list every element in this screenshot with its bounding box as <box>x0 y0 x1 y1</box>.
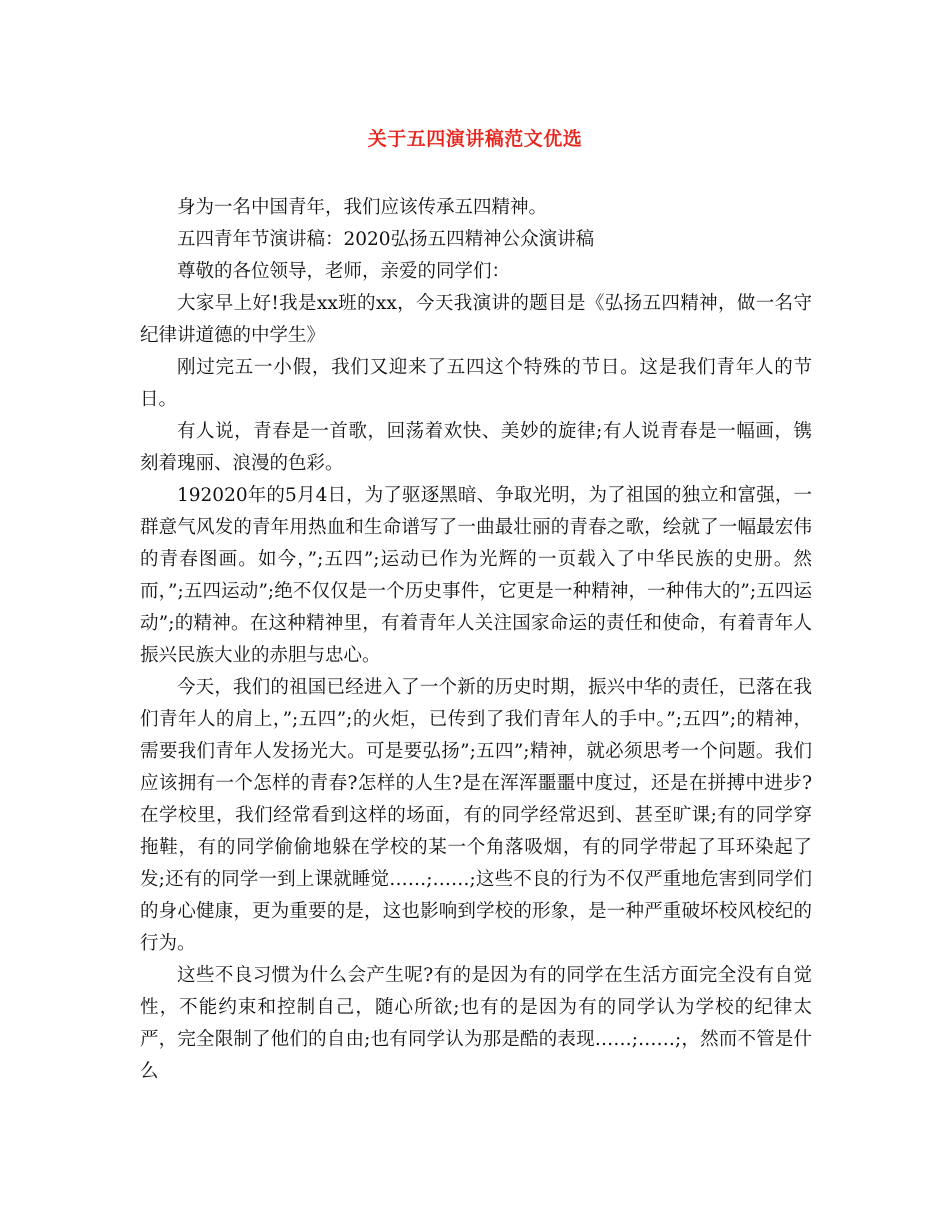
paragraph: 今天，我们的祖国已经进入了一个新的历史时期，振兴中华的责任，已落在我们青年人的肩上，”;五四”;的火炬，已传到了我们青年人的手中。”;五四”;的精神，需要我们青年人发扬光大。可是要弘扬”;五四”;精神，就必须思考一个问题。我们应该拥有一个怎样的青春?怎样的人生?是在浑浑噩噩中度过，还是在拼搏中进步? 在学校里，我们经常看到这样的场面，有的同学经常迟到、甚至旷课;有的同学穿拖鞋，有的同学偷偷地躲在学校的某一个角落吸烟，有的同学带起了耳环染起了发;还有的同学一到上课就睡觉……;……;这些不良的行为不仅严重地危害到同学们的身心健康，更为重要的是，这也影响到学校的形象，是一种严重破坏校风校纪的行为。 <box>140 677 812 954</box>
paragraph: 五四青年节演讲稿：2020弘扬五四精神公众演讲稿 <box>177 229 595 250</box>
paragraph: 192020年的5月4日，为了驱逐黑暗、争取光明，为了祖国的独立和富强，一群意气风发的青年用热血和生命谱写了一曲最壮丽的青春之歌，绘就了一幅最宏伟的青春图画。如今，”;五四”;运动已作为光辉的一页载入了中华民族的史册。然而，”;五四运动”;绝不仅仅是一个历史事件，它更是一种精神，一种伟大的”;五四运动”;的精神。在这种精神里，有着青年人关注国家命运的责任和使命，有着青年人振兴民族大业的赤胆与忠心。 <box>140 485 812 666</box>
paragraph: 身为一名中国青年，我们应该传承五四精神。 <box>177 197 548 218</box>
paragraph: 尊敬的各位领导，老师，亲爱的同学们： <box>177 261 511 282</box>
paragraph: 有人说，青春是一首歌，回荡着欢快、美妙的旋律;有人说青春是一幅画，镌刻着瑰丽、浪漫的色彩。 <box>140 421 812 474</box>
paragraph: 这些不良习惯为什么会产生呢?有的是因为有的同学在生活方面完全没有自觉性，不能约束和控制自己，随心所欲;也有的是因为有的同学认为学校的纪律太严，完全限制了他们的自由;也有同学认为那是酷的表现……;……;，然而不管是什么 <box>140 965 812 1082</box>
paragraph: 大家早上好!我是xx班的xx，今天我演讲的题目是《弘扬五四精神，做一名守纪律讲道德的中学生》 <box>140 293 812 346</box>
paragraph: 刚过完五一小假，我们又迎来了五四这个特殊的节日。这是我们青年人的节日。 <box>140 357 812 410</box>
document-body <box>140 192 812 1088</box>
document-title: 关于五四演讲稿范文优选 <box>367 128 583 150</box>
